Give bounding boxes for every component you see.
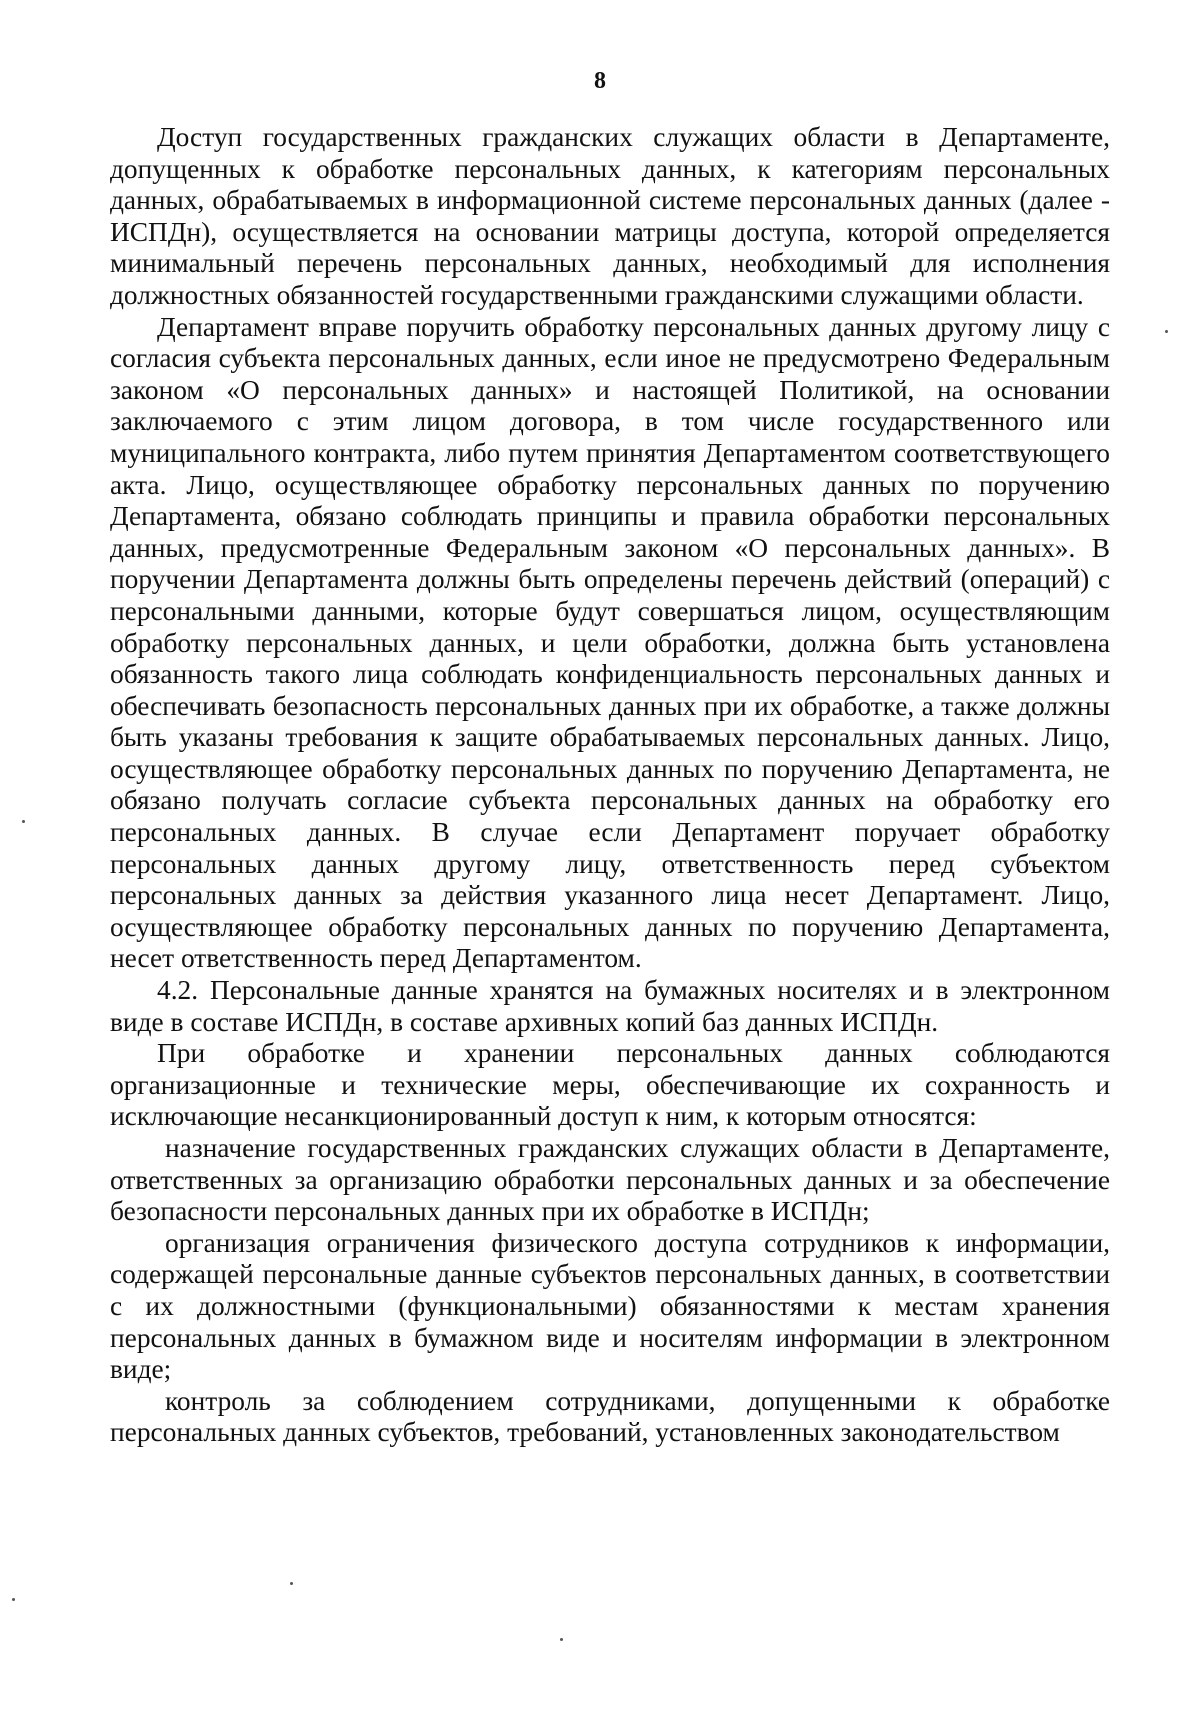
document-body <box>110 122 1110 1449</box>
paragraph-protection-measures: При обработке и хранении персональных данных соблюдаются организационные и технические меры, обеспечивающие их сохранность и исключающие несанкционированный доступ к ним, к которым относятся: <box>110 1038 1110 1132</box>
paragraph-section-4-2: 4.2. Персональные данные хранятся на бумажных носителях и в электронном виде в составе ИСПДн, в составе архивных копий баз данных ИСПДн. <box>110 975 1110 1037</box>
list-item-physical-access: организация ограничения физического доступа сотрудников к информации, содержащей персональные данные субъектов персональных данных, в соответствии с их должностными (функциональными) обязанностями к местам хранения персональных данных в бумажном виде и носителям информации в электронном виде; <box>110 1227 1110 1385</box>
scan-speck <box>560 1638 563 1641</box>
scan-speck <box>22 820 25 823</box>
scan-speck <box>1165 330 1168 333</box>
paragraph-processing-assignment: Департамент вправе поручить обработку персональных данных другому лицу с согласия субъекта персональных данных, если иное не предусмотрено Федеральным законом «О персональных данных» и настоящей Политикой, на основании заключаемого с этим лицом договора, в том числе государственного или муниципального контракта, либо путем принятия Департаментом соответствующего акта. Лицо, осуществляющее обработку персональных данных по поручению Департамента, обязано соблюдать принципы и правила обработки персональных данных, предусмотренные Федеральным законом «О персональных данных». В поручении Департамента должны быть определены перечень действий (операций) с персональными данными, которые будут совершаться лицом, осуществляющим обработку персональных данных, и цели обработки, должна быть установлена обязанность такого лица соблюдать конфиденциальность персональных данных и обеспечивать безопасность персональных данных при их обработке, а также должны быть указаны требования к защите обрабатываемых персональных данных. Лицо, осуществляющее обработку персональных данных по поручению Департамента, не обязано получать согласие субъекта персональных данных на обработку его персональных данных. В случае если Департамент поручает обработку персональных данных другому лицу, ответственность перед субъектом персональных данных за действия указанного лица несет Департамент. Лицо, осуществляющее обработку персональных данных по поручению Департамента, несет ответственность перед Департаментом. <box>110 311 1110 974</box>
scan-speck <box>12 1598 15 1601</box>
list-item-compliance-control: контроль за соблюдением сотрудниками, допущенными к обработке персональных данных субъектов, требований, установленных законодательством <box>110 1385 1110 1448</box>
list-item-responsible-appointment: назначение государственных гражданских служащих области в Департаменте, ответственных за организацию обработки персональных данных и за обеспечение безопасности персональных данных при их обработке в ИСПДн; <box>110 1133 1110 1227</box>
page-number: 8 <box>594 68 606 94</box>
paragraph-access-matrix: Доступ государственных гражданских служащих области в Департаменте, допущенных к обработке персональных данных, к категориям персональных данных, обрабатываемых в информационной системе персональных данных (далее - ИСПДн), осуществляется на основании матрицы доступа, которой определяется минимальный перечень персональных данных, необходимый для исполнения должностных обязанностей государственными гражданскими служащими области. <box>110 122 1110 310</box>
scan-speck <box>290 1582 293 1585</box>
